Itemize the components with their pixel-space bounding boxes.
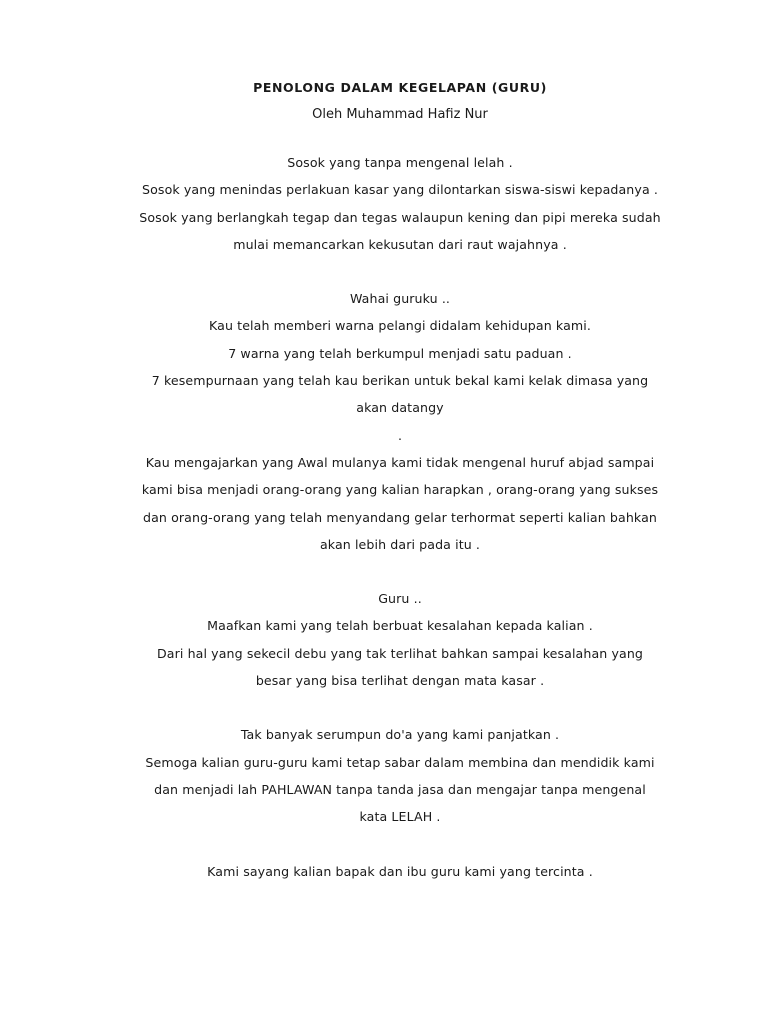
poem-line: kata LELAH . [359, 809, 441, 825]
poem-title: PENOLONG DALAM KEGELAPAN (GURU) [253, 80, 547, 95]
stanza-1 [100, 149, 700, 258]
stanza-2 [100, 285, 700, 558]
poem-line: Semoga kalian guru-guru kami tetap sabar dalam membina dan mendidik kami [145, 754, 655, 770]
poem-line: . [397, 427, 403, 443]
poem-line: mulai memancarkan kekusutan dari raut wajahnya . [233, 236, 567, 252]
poem-line: Dari hal yang sekecil debu yang tak terlihat bahkan sampai kesalahan yang [156, 645, 644, 661]
poem-line: Kau mengajarkan yang Awal mulanya kami tidak mengenal huruf abjad sampai [145, 454, 655, 470]
poem-line: Kau telah memberi warna pelangi didalam kehidupan kami. [209, 318, 591, 334]
poem-line: dan menjadi lah PAHLAWAN tanpa tanda jasa dan mengajar tanpa mengenal [154, 781, 646, 797]
poem-line: 7 kesempurnaan yang telah kau berikan untuk bekal kami kelak dimasa yang [151, 373, 649, 389]
poem-line: kami bisa menjadi orang-orang yang kalian harapkan , orang-orang yang sukses [141, 482, 659, 498]
poem-line: Tak banyak serumpun do'a yang kami panjatkan . [240, 727, 560, 743]
poem-line: Kami sayang kalian bapak dan ibu guru kami yang tercinta . [207, 863, 593, 879]
poem-author: Oleh Muhammad Hafiz Nur [312, 107, 488, 122]
poem-line: besar yang bisa terlihat dengan mata kasar . [255, 673, 545, 689]
poem-line: akan lebih dari pada itu . [319, 536, 481, 552]
poem-line: 7 warna yang telah berkumpul menjadi satu paduan . [228, 345, 572, 361]
poem-line: akan datangy [356, 400, 444, 416]
poem-line: Sosok yang menindas perlakuan kasar yang dilontarkan siswa-siswi kepadanya . [142, 182, 658, 198]
stanza-4 [100, 721, 700, 830]
poem-line: Wahai guruku .. [349, 291, 451, 307]
poem-body [100, 78, 700, 885]
stanza-5 [100, 858, 700, 885]
stanza-3 [100, 585, 700, 694]
poem-line: Sosok yang berlangkah tegap dan tegas walaupun kening dan pipi mereka sudah [139, 209, 661, 225]
poem-line: dan orang-orang yang telah menyandang gelar terhormat seperti kalian bahkan [143, 509, 657, 525]
poem-line: Sosok yang tanpa mengenal lelah . [287, 155, 513, 170]
poem-line: Maafkan kami yang telah berbuat kesalahan kepada kalian . [207, 618, 593, 634]
poem-line: Guru .. [378, 591, 422, 607]
